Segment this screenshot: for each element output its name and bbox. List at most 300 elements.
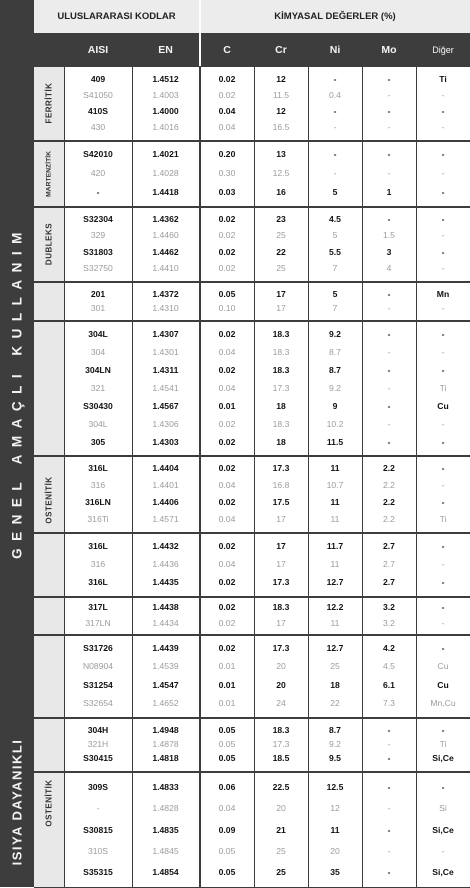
cell-ni: - — [333, 149, 337, 159]
cell-c: 0.04 — [218, 106, 236, 116]
cell-ni: 5.5 — [329, 247, 341, 257]
cell-en: 1.4311 — [152, 365, 179, 375]
cell-other: - — [441, 782, 445, 792]
cell-en: 1.4828 — [152, 803, 179, 813]
cell-mo: 2.2 — [383, 514, 395, 524]
cell-other: Mn,Cu — [430, 698, 456, 708]
cell-c: 0.05 — [218, 867, 236, 877]
cell-mo: 2.7 — [383, 541, 395, 551]
cell-cr: 16 — [276, 187, 286, 197]
cell-aisi: N08904 — [82, 661, 114, 671]
cell-other: - — [441, 725, 445, 735]
cell-en: 1.4512 — [152, 74, 179, 84]
cell-en: 1.4003 — [152, 90, 179, 100]
cell-c: 0.02 — [218, 329, 236, 339]
cell-other: - — [441, 263, 445, 273]
cell-other: Ti — [439, 74, 447, 84]
cell-mo: 2.2 — [383, 480, 395, 490]
cell-ni: 11 — [330, 825, 340, 835]
cell-c: 0.05 — [218, 289, 236, 299]
cell-other: - — [441, 214, 445, 224]
cell-aisi: S31254 — [83, 680, 113, 690]
cell-en: 1.4845 — [152, 846, 179, 856]
cell-aisi: 316 — [90, 559, 106, 569]
cell-c: 0.02 — [218, 214, 236, 224]
cell-ni: - — [333, 168, 337, 178]
cell-aisi: 316LN — [85, 497, 111, 507]
cell-c: 0.02 — [218, 463, 236, 473]
cell-c: 0.02 — [218, 247, 236, 257]
cell-mo: - — [387, 753, 391, 763]
cell-aisi: S30415 — [83, 753, 113, 763]
cell-other: - — [441, 497, 445, 507]
cell-cr: 18.3 — [272, 365, 290, 375]
cell-mo: 4 — [386, 263, 392, 273]
cell-ni: 10.7 — [326, 480, 344, 490]
cell-en: 1.4438 — [152, 602, 179, 612]
column-divider — [308, 66, 309, 887]
cell-en: 1.4571 — [152, 514, 179, 524]
cell-cr: 21 — [276, 825, 286, 835]
cell-other: Si — [439, 803, 447, 813]
cell-c: 0.02 — [218, 74, 236, 84]
cell-cr: 17 — [276, 541, 286, 551]
cell-aisi: S31803 — [83, 247, 113, 257]
cell-ni: 4.5 — [329, 214, 341, 224]
cell-other: - — [441, 303, 445, 313]
column-divider — [64, 66, 65, 887]
cell-other: Ti — [439, 514, 447, 524]
grade-group — [64, 282, 470, 320]
cell-other: - — [441, 122, 445, 132]
cell-mo: 4.2 — [383, 643, 395, 653]
cell-c: 0.10 — [218, 303, 236, 313]
cell-cr: 18.3 — [272, 329, 290, 339]
cell-en: 1.4460 — [152, 230, 179, 240]
cell-c: 0.05 — [218, 739, 236, 749]
row-group-divider — [34, 635, 470, 636]
cell-ni: 10.2 — [326, 419, 344, 429]
cell-aisi: 316 — [90, 480, 106, 490]
cell-en: 1.4854 — [152, 867, 179, 877]
cell-cr: 18 — [276, 437, 286, 447]
cell-en: 1.4372 — [152, 289, 179, 299]
cell-c: 0.04 — [218, 383, 236, 393]
cell-cr: 17.3 — [272, 643, 290, 653]
cell-c: 0.01 — [218, 661, 236, 671]
cell-cr: 16.8 — [272, 480, 290, 490]
cell-cr: 17 — [276, 618, 286, 628]
cell-cr: 20 — [276, 803, 286, 813]
row-group-divider — [34, 772, 470, 773]
cell-cr: 23 — [276, 214, 286, 224]
cell-en: 1.4307 — [152, 329, 179, 339]
cell-c: 0.02 — [218, 643, 236, 653]
cell-other: Ti — [439, 383, 447, 393]
row-group-divider — [34, 66, 470, 67]
section-label-general: GENEL AMAÇLI KULLANIM — [9, 224, 25, 559]
cell-en: 1.4462 — [152, 247, 179, 257]
cell-cr: 18.5 — [272, 753, 290, 763]
cell-other: - — [441, 230, 445, 240]
cell-en: 1.4310 — [152, 303, 179, 313]
cell-en: 1.4418 — [152, 187, 179, 197]
cell-c: 0.04 — [218, 803, 236, 813]
cell-cr: 22 — [276, 247, 286, 257]
column-header-c: C — [200, 33, 254, 66]
cell-cr: 18.3 — [272, 725, 290, 735]
subsection-label-heat-austenitic: OSTENİTİK — [44, 778, 54, 827]
cell-mo: 2.2 — [383, 463, 395, 473]
cell-c: 0.02 — [218, 90, 236, 100]
cell-ni: 12.5 — [326, 782, 344, 792]
cell-aisi: 321 — [90, 383, 106, 393]
column-divider — [132, 66, 133, 887]
cell-other: - — [441, 846, 445, 856]
cell-other: Si,Ce — [432, 825, 454, 835]
cell-en: 1.4435 — [152, 577, 179, 587]
cell-mo: - — [387, 782, 391, 792]
row-group-divider — [34, 141, 470, 142]
cell-en: 1.4547 — [152, 680, 179, 690]
cell-c: 0.02 — [218, 365, 236, 375]
cell-c: 0.05 — [218, 725, 236, 735]
cell-ni: 22 — [330, 698, 340, 708]
cell-ni: 5 — [332, 187, 338, 197]
cell-ni: 11 — [330, 463, 340, 473]
cell-aisi: S31726 — [83, 643, 113, 653]
cell-other: Cu — [437, 661, 449, 671]
cell-ni: 5 — [332, 230, 338, 240]
cell-cr: 12 — [276, 106, 286, 116]
cell-other: Si,Ce — [432, 867, 454, 877]
cell-en: 1.4000 — [152, 106, 179, 116]
cell-en: 1.4541 — [152, 383, 179, 393]
cell-mo: 1.5 — [383, 230, 395, 240]
cell-c: 0.04 — [218, 122, 236, 132]
cell-mo: - — [387, 90, 391, 100]
header-group-codes: ULUSLARARASI KODLAR — [34, 0, 199, 33]
cell-other: - — [441, 463, 445, 473]
cell-other: - — [441, 419, 445, 429]
cell-aisi: 316L — [88, 577, 108, 587]
cell-ni: 5 — [332, 289, 338, 299]
cell-c: 0.04 — [218, 480, 236, 490]
cell-other: Si,Ce — [432, 753, 454, 763]
cell-c: 0.02 — [218, 263, 236, 273]
cell-mo: - — [387, 825, 391, 835]
cell-c: 0.02 — [218, 577, 236, 587]
cell-ni: 8.7 — [329, 347, 341, 357]
cell-en: 1.4818 — [152, 753, 179, 763]
cell-en: 1.4439 — [152, 643, 179, 653]
cell-mo: 2.7 — [383, 559, 395, 569]
cell-cr: 25 — [276, 867, 286, 877]
cell-ni: 12 — [330, 803, 340, 813]
cell-mo: - — [387, 419, 391, 429]
cell-aisi: S42010 — [83, 149, 113, 159]
cell-ni: 9 — [332, 401, 338, 411]
cell-mo: - — [387, 867, 391, 877]
cell-cr: 24 — [276, 698, 286, 708]
cell-aisi: 304H — [87, 725, 109, 735]
cell-c: 0.02 — [218, 618, 236, 628]
column-header-other: Diğer — [416, 33, 470, 66]
cell-mo: 1 — [386, 187, 392, 197]
cell-other: - — [441, 149, 445, 159]
cell-en: 1.4406 — [152, 497, 179, 507]
cell-en: 1.4016 — [152, 122, 179, 132]
cell-aisi: 304L — [88, 419, 108, 429]
cell-c: 0.04 — [218, 514, 236, 524]
cell-ni: 25 — [330, 661, 340, 671]
cell-mo: - — [387, 168, 391, 178]
cell-en: 1.4652 — [152, 698, 179, 708]
cell-mo: 2.2 — [383, 497, 395, 507]
cell-mo: 2.7 — [383, 577, 395, 587]
header-divider — [199, 0, 201, 66]
cell-c: 0.02 — [218, 419, 236, 429]
column-header-en: EN — [132, 33, 199, 66]
cell-en: 1.4301 — [152, 347, 179, 357]
cell-aisi: S32654 — [83, 698, 113, 708]
cell-cr: 17.3 — [272, 463, 290, 473]
cell-c: 0.09 — [218, 825, 236, 835]
cell-cr: 18 — [276, 401, 286, 411]
row-group-divider — [34, 597, 470, 598]
row-group-divider — [34, 718, 470, 719]
subsection-label-austenitic: OSTENİTİK — [44, 475, 54, 524]
cell-en: 1.4303 — [152, 437, 179, 447]
cell-other: - — [441, 347, 445, 357]
cell-en: 1.4567 — [152, 401, 179, 411]
cell-cr: 20 — [276, 680, 286, 690]
header-group-chemistry: KİMYASAL DEĞERLER (%) — [200, 0, 470, 33]
cell-mo: 3.2 — [383, 602, 395, 612]
cell-mo: 3.2 — [383, 618, 395, 628]
cell-cr: 17.3 — [272, 383, 290, 393]
row-group-divider — [34, 456, 470, 457]
column-header-ni: Ni — [308, 33, 362, 66]
cell-ni: 20 — [330, 846, 340, 856]
column-divider — [416, 66, 417, 887]
cell-mo: - — [387, 289, 391, 299]
cell-ni: 12.7 — [326, 577, 344, 587]
cell-c: 0.05 — [218, 753, 236, 763]
cell-aisi: 317LN — [85, 618, 111, 628]
cell-other: - — [441, 247, 445, 257]
cell-cr: 18.3 — [272, 602, 290, 612]
subsection-label-martensitic: MARTENZİTİK — [45, 150, 53, 197]
cell-c: 0.02 — [218, 437, 236, 447]
cell-aisi: 304L — [88, 329, 108, 339]
cell-other: - — [441, 559, 445, 569]
cell-ni: 11 — [330, 618, 340, 628]
cell-aisi: - — [96, 187, 100, 197]
cell-other: - — [441, 643, 445, 653]
cell-c: 0.02 — [218, 541, 236, 551]
cell-cr: 16.5 — [272, 122, 290, 132]
cell-aisi: 309S — [87, 782, 109, 792]
column-header-mo: Mo — [362, 33, 416, 66]
cell-cr: 25 — [276, 846, 286, 856]
cell-c: 0.03 — [218, 187, 236, 197]
cell-en: 1.4362 — [152, 214, 179, 224]
cell-aisi: S35315 — [83, 867, 113, 877]
cell-cr: 17 — [276, 514, 286, 524]
cell-mo: - — [387, 74, 391, 84]
cell-c: 0.04 — [218, 559, 236, 569]
cell-mo: - — [387, 347, 391, 357]
cell-cr: 17 — [276, 303, 286, 313]
cell-c: 0.02 — [218, 230, 236, 240]
cell-aisi: 201 — [90, 289, 106, 299]
cell-ni: - — [333, 74, 337, 84]
cell-ni: 7 — [332, 303, 338, 313]
cell-mo: - — [387, 803, 391, 813]
cell-cr: 13 — [276, 149, 286, 159]
cell-cr: 17.3 — [272, 739, 290, 749]
cell-cr: 17 — [276, 289, 286, 299]
cell-cr: 18.3 — [272, 419, 290, 429]
cell-en: 1.4878 — [152, 739, 179, 749]
cell-c: 0.20 — [218, 149, 236, 159]
cell-cr: 25 — [276, 263, 286, 273]
cell-aisi: 301 — [90, 303, 106, 313]
cell-other: - — [441, 168, 445, 178]
cell-aisi: S30430 — [83, 401, 113, 411]
cell-c: 0.30 — [218, 168, 236, 178]
cell-ni: 8.7 — [329, 365, 341, 375]
cell-cr: 22.5 — [272, 782, 290, 792]
cell-other: Cu — [437, 680, 449, 690]
cell-en: 1.4434 — [152, 618, 179, 628]
subsection-label-ferritic: FERRİTİK — [44, 82, 54, 124]
cell-aisi: 420 — [90, 168, 106, 178]
cell-cr: 17.3 — [272, 577, 290, 587]
cell-aisi: S32304 — [83, 214, 113, 224]
cell-other: - — [441, 602, 445, 612]
cell-other: - — [441, 365, 445, 375]
cell-en: 1.4410 — [152, 263, 179, 273]
cell-mo: 7.3 — [383, 698, 395, 708]
cell-mo: - — [387, 214, 391, 224]
cell-cr: 11.5 — [272, 90, 290, 100]
cell-other: - — [441, 618, 445, 628]
cell-c: 0.04 — [218, 347, 236, 357]
cell-mo: 4.5 — [383, 661, 395, 671]
cell-aisi: 321H — [87, 739, 109, 749]
cell-other: - — [441, 106, 445, 116]
cell-ni: 11.7 — [326, 541, 344, 551]
cell-other: - — [441, 480, 445, 490]
cell-ni: 0.4 — [329, 90, 341, 100]
cell-aisi: 304LN — [85, 365, 111, 375]
cell-c: 0.02 — [218, 602, 236, 612]
cell-mo: - — [387, 739, 391, 749]
cell-aisi: 310S — [87, 846, 109, 856]
cell-aisi: 316Ti — [87, 514, 109, 524]
cell-other: Mn — [436, 289, 450, 299]
column-divider — [200, 66, 201, 887]
column-divider — [362, 66, 363, 887]
cell-other: - — [441, 187, 445, 197]
cell-cr: 17 — [276, 559, 286, 569]
row-group-divider — [34, 321, 470, 322]
cell-ni: - — [333, 106, 337, 116]
cell-other: Cu — [437, 401, 449, 411]
cell-cr: 20 — [276, 661, 286, 671]
cell-cr: 25 — [276, 230, 286, 240]
cell-cr: 17.5 — [272, 497, 290, 507]
cell-other: - — [441, 90, 445, 100]
cell-c: 0.02 — [218, 497, 236, 507]
cell-ni: 9.5 — [329, 753, 341, 763]
cell-mo: - — [387, 846, 391, 856]
cell-ni: 12.2 — [326, 602, 344, 612]
cell-mo: - — [387, 106, 391, 116]
cell-other: Ti — [439, 739, 447, 749]
cell-mo: 3 — [386, 247, 392, 257]
cell-ni: - — [333, 122, 337, 132]
row-group-divider — [34, 282, 470, 283]
cell-aisi: 304 — [90, 347, 106, 357]
cell-aisi: 316L — [88, 541, 108, 551]
cell-ni: 35 — [330, 867, 340, 877]
cell-en: 1.4539 — [152, 661, 179, 671]
cell-aisi: 305 — [90, 437, 106, 447]
column-divider — [254, 66, 255, 887]
cell-other: - — [441, 437, 445, 447]
cell-mo: - — [387, 303, 391, 313]
cell-mo: - — [387, 383, 391, 393]
cell-en: 1.4021 — [152, 149, 179, 159]
cell-en: 1.4436 — [152, 559, 179, 569]
cell-en: 1.4835 — [152, 825, 179, 835]
cell-ni: 11 — [330, 514, 340, 524]
column-header-cr: Cr — [254, 33, 308, 66]
cell-ni: 11 — [330, 559, 340, 569]
section-label-heat: ISIYA DAYANIKLI — [9, 738, 25, 866]
cell-en: 1.4401 — [152, 480, 179, 490]
cell-other: - — [441, 329, 445, 339]
cell-c: 0.06 — [218, 782, 236, 792]
cell-c: 0.01 — [218, 698, 236, 708]
row-group-divider — [34, 207, 470, 208]
cell-aisi: S30815 — [83, 825, 113, 835]
cell-ni: 11.5 — [326, 437, 344, 447]
cell-ni: 9.2 — [329, 383, 341, 393]
cell-cr: 12 — [276, 74, 286, 84]
cell-aisi: 410S — [87, 106, 109, 116]
cell-c: 0.01 — [218, 680, 236, 690]
cell-mo: - — [387, 149, 391, 159]
cell-mo: - — [387, 437, 391, 447]
cell-en: 1.4432 — [152, 541, 179, 551]
cell-en: 1.4306 — [152, 419, 179, 429]
cell-c: 0.01 — [218, 401, 236, 411]
cell-en: 1.4948 — [152, 725, 179, 735]
cell-aisi: 316L — [88, 463, 108, 473]
cell-aisi: S32750 — [83, 263, 113, 273]
cell-en: 1.4404 — [152, 463, 179, 473]
cell-aisi: 317L — [88, 602, 108, 612]
cell-ni: 12.7 — [326, 643, 344, 653]
cell-ni: 18 — [330, 680, 340, 690]
cell-mo: - — [387, 329, 391, 339]
cell-mo: - — [387, 365, 391, 375]
cell-mo: - — [387, 401, 391, 411]
